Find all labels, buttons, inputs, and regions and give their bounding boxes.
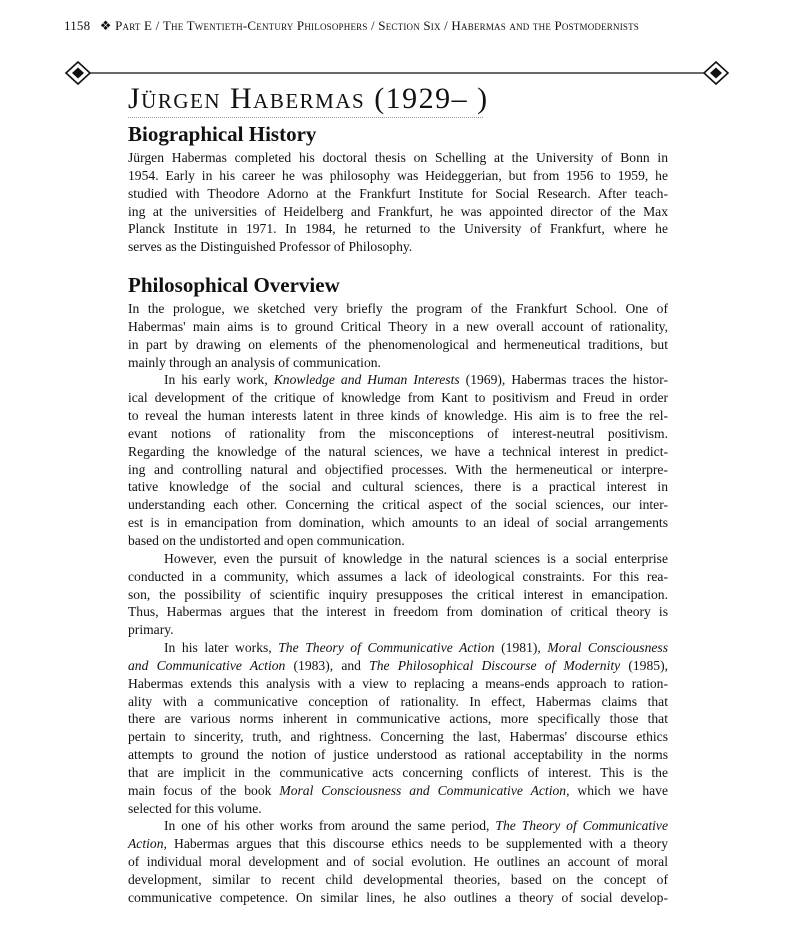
text-line: son, the possibility of scientific inquiry presupposes the critical interest in emancipation. [128,586,668,602]
overview-paragraph-1 [128,300,668,907]
text-line: ality with a communicative conception of rationality. In effect, Habermas claims that [128,693,668,709]
book-title: The Theory of Communicative [495,818,668,834]
running-head-slash: / [371,18,375,33]
text-line: studied with Theodore Adorno at the Frankfurt Institute for Social Research. After teach- [128,185,668,201]
text-line: of individual moral development and of social evolution. He outlines an account of moral [128,854,668,870]
text-line: Habermas' main aims is to ground Critical Theory in a new overall account of rationality, [128,318,668,334]
text-line: Action, Habermas argues that this discourse ethics needs to be supplemented with a theory [128,836,668,852]
text-line: In his later works, The Theory of Communicative Action (1981), Moral Consciousness [164,640,668,656]
text-line: in part by drawing on elements of the phenomenological and hermeneutical traditions, but [128,336,668,352]
text-line: Thus, Habermas argues that the interest in freedom from domination of critical theory is [128,604,668,620]
text-line: development, similar to recent child developmental theories, based on the concept of [128,872,668,887]
text-line: understanding each other. Concerning the critical aspect of the social sciences, our inter- [128,497,668,513]
text-line: communicative competence. On similar lines, he also outlines a theory of social develop- [128,889,668,905]
running-head [64,18,764,34]
ornament-separator: ❖ [99,18,112,33]
text-line: serves as the Distinguished Professor of Philosophy. [128,239,413,255]
text-line: primary. [128,622,174,638]
text-line: selected for this volume. [128,800,262,816]
title-underline [128,117,483,118]
book-title: Moral Consciousness and Communicative Action, [279,782,570,798]
text-line: Regarding the knowledge of the natural sciences, we have a technical interest in predict- [128,443,668,459]
book-title: The Philosophical Discourse of Modernity [369,657,621,673]
text-line: Planck Institute in 1971. In 1984, he returned to the University of Frankfurt, where he [128,221,668,237]
text-line: pertain to sincerity, truth, and rightness. Concerning the last, Habermas' discourse ethics [128,729,668,745]
text-line: conducted in a community, which assumes a lack of ideological constraints. For this rea- [128,568,668,584]
running-head-section: Section Six [378,18,441,33]
text-line: 1954. Early in his career he was philosophy was Heideggerian, but from 1956 to 1959, he [128,167,668,183]
text-line: In one of his other works from around the same period, The Theory of Communicative [164,818,668,834]
text-line: ing and controlling natural and objectified processes. With the hermeneutical or interpre- [128,461,668,477]
text-line: However, even the pursuit of knowledge in the natural sciences is a social enterprise [164,550,668,566]
text-line: In his early work, Knowledge and Human Interests (1969), Habermas traces the histor- [164,372,668,388]
philosophical-overview-heading: Philosophical Overview [128,273,340,297]
running-head-section-title: Habermas and the Postmodernists [451,18,640,33]
biographical-history-heading: Biographical History [128,122,317,146]
text-line: In the prologue, we sketched very briefly the program of the Frankfurt School. One of [128,301,668,316]
book-title: The Theory of Communicative Action [278,640,495,656]
book-title: Moral Consciousness [547,640,668,656]
text-line: tative knowledge of the social and cultural sciences, there is a practical interest in [128,479,668,495]
text-line: to reveal the human interests latent in three kinds of knowledge. His aim is to free the rel- [128,408,668,424]
diamond-ornament-left-icon [66,62,90,84]
text-line: that are implicit in the communicative acts concerning conflicts of interest. This is the [128,764,668,780]
text-line: there are various norms inherent in communicative actions, more specifically those that [128,711,668,727]
text-line: based on the undistorted and open communication. [128,532,405,548]
page-number: 1158 [64,18,91,33]
text-line: main focus of the book Moral Consciousness and Communicative Action, which we have [128,782,668,798]
text-line: attempts to ground the notion of justice understood as rational acceptability in the norms [128,747,668,763]
text-line: evant notions of rationality from the misconceptions of interest-neutral positivism. [128,425,668,441]
book-title: and Communicative Action [128,657,286,673]
text-line: and Communicative Action (1983), and The Philosophical Discourse of Modernity (1985), [128,657,669,673]
running-head-slash: / [444,18,448,33]
running-head-part: Part E [115,18,153,33]
page-title: Jürgen Habermas (1929– ) [128,82,489,115]
text-line: ing at the universities of Heidelberg and Frankfurt, he was appointed director of the Max [128,203,668,219]
running-head-slash: / [155,18,160,33]
text-line: ical development of the critique of knowledge from Kant to positivism and Freud in order [128,390,668,406]
text-line: Jürgen Habermas completed his doctoral thesis on Schelling at the University of Bonn in [128,150,668,165]
text-line: Habermas extends this analysis with a view to replacing a means-ends approach to ration- [128,675,668,691]
book-title: Action, [128,836,167,852]
diamond-ornament-right-icon [704,62,728,84]
running-head-book-part-title: The Twentieth-Century Philosophers [162,18,368,33]
biographical-history-paragraph [128,149,668,256]
text-line: mainly through an analysis of communication. [128,354,381,370]
text-line: est is in emancipation from domination, which amounts to an ideal of social arrangements [128,515,668,531]
book-title: Knowledge and Human Interests [273,372,460,388]
